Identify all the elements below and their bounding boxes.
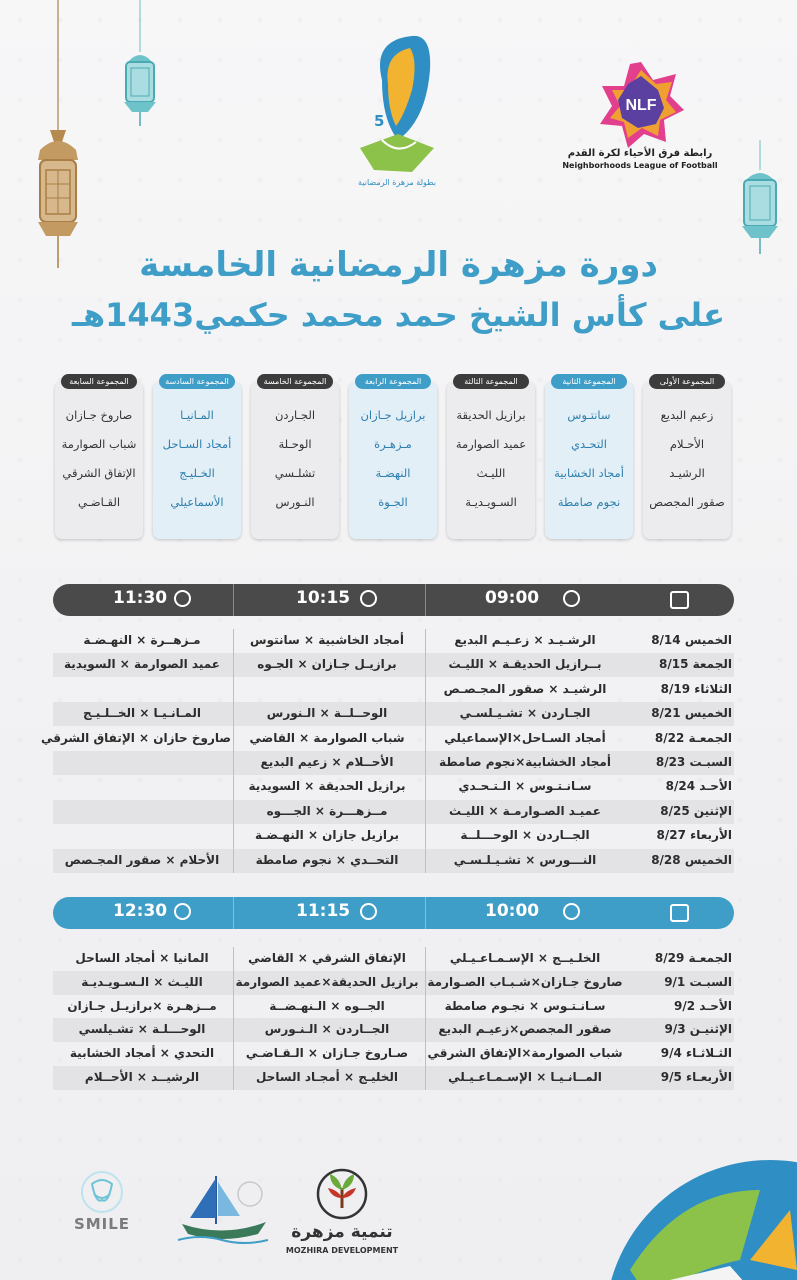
time-slot-1: 09:00 [485,588,540,608]
match-slot-2: شباب الصوارمة × القاضي [249,730,405,745]
group-team: عميد الصوارمة [455,437,527,451]
group-team: القـاضـي [77,495,121,509]
group-team: صقور المجصص [649,495,725,509]
time-slot-2: 11:15 [296,901,351,921]
group-card [55,374,143,539]
match-slot-2: الجــوه × الـنهـضــة [269,998,385,1013]
group-team: برازيل الحديقة [456,408,526,422]
match-slot-3: عميد الصوارمة × السويدية [64,657,220,672]
group-team: الرشيـد [669,466,705,480]
group-card-body [349,382,437,539]
match-slot-3: مـزهــرة × النهـضـة [83,633,201,647]
group-header: المجموعة السادسة [159,374,235,389]
group-team: صاروخ جـازان [65,408,133,422]
group-team: برازيل جـازان [360,408,426,422]
match-slot-1: صاروخ جـازان×شـبـاب الصـوارمة [427,974,623,989]
match-day: الإثنين 8/25 [660,803,732,818]
match-slot-1: الجــاردن × الوحـــلــة [460,828,590,843]
match-slot-3: المانيا × أمجاد الساحل [75,951,209,965]
match-slot-2: برازيل الحديقة×عميد الصوارمة [235,974,419,989]
mozhira-logo [314,1168,370,1220]
stopwatch-icon [563,903,580,920]
match-slot-1: الجـاردن × تشـيـلسـي [459,706,591,721]
stopwatch-icon [174,590,191,607]
match-slot-2: الأحــلام × زعيم البديع [260,755,394,769]
group-card-body [153,382,241,539]
group-team: أمجاد السـاحل [162,437,232,451]
group-team: الإتفاق الشرقي [62,466,136,480]
match-slot-3: التحدي × أمجاد الخشابية [69,1046,215,1061]
tournament-edition: 5 [374,112,385,130]
match-day: الجمعـة 8/22 [654,730,732,745]
match-slot-2: أمجاد الخاشبية × سانتوس [250,633,404,647]
group-team: الليـث [476,466,506,480]
match-slot-2: برازيـل جـازان × الجـوه [257,657,397,672]
schedule-row [53,971,734,995]
lantern-icon [118,0,162,130]
group-card-body [447,382,535,539]
group-team: الجـوة [378,495,408,509]
match-day: الجمعة 8/15 [659,657,732,672]
sponsor-mozhira-en: MOZHIRA DEVELOPMENT [285,1246,399,1255]
match-day: الخميس 8/28 [651,852,732,867]
football-decoration [560,1150,797,1280]
match-slot-1: بــرازيل الحديقـة × الليـث [448,657,602,672]
sponsor-smile: SMILE [73,1215,131,1233]
match-slot-2: الخليـج × أمجـاد الساحل [255,1070,399,1084]
schedule-row [53,653,734,677]
match-slot-1: أمجاد الخشابية×نجوم صامطة [439,755,611,769]
match-day: الأحـد 8/24 [665,779,732,794]
group-header: المجموعة الأولى [649,374,725,389]
match-slot-2: برازيل جازان × النهـضـة [255,828,399,843]
schedule-row [53,995,734,1019]
match-slot-3: الأحلام × صقور المجـصص [64,852,220,867]
match-day: الإثنيـن 9/3 [664,1022,732,1037]
group-team: النهضـة [375,466,411,480]
time-bar-1 [53,584,734,616]
match-slot-2: الوحــلــة × الـنورس [266,706,388,721]
stopwatch-icon [360,590,377,607]
group-card-body [545,382,633,539]
group-team: الجـاردن [274,408,316,422]
stopwatch-icon [174,903,191,920]
schedule-row [53,824,734,848]
group-card [349,374,437,539]
nlf-logo [598,62,684,148]
schedule-row [53,751,734,775]
group-card-body [251,382,339,539]
match-slot-1: الرشيـد × صقور المجـصـص [443,681,607,696]
match-slot-3: الوحـــلـة × تشـيلسي [78,1022,206,1037]
stopwatch-icon [563,590,580,607]
match-slot-1: عميـد الصـوارمـة × الليـث [449,803,601,818]
group-header: المجموعة الخامسة [257,374,333,389]
sponsor-mozhira-ar: تنمية مزهرة [291,1222,393,1242]
bar-divider [425,584,426,616]
group-card-body [55,382,143,539]
match-slot-3: الليـث × الـسـويـديـة [81,974,203,989]
schedule-row [53,775,734,799]
match-slot-1: سـانـتـوس × الـتـحـدي [458,779,592,794]
match-slot-2: صـاروخ جـازان × الـقـاضـي [245,1046,409,1061]
group-team: أمجاد الخشابية [554,466,624,480]
match-slot-3: مــزهـرة ×برازيـل جـازان [67,998,217,1013]
schedule-row [53,947,734,971]
group-team: السـويـديـة [465,495,517,509]
match-slot-2: الجــاردن × الـنـورس [264,1022,390,1037]
match-day: السبـت 9/1 [664,974,732,989]
match-day: السبـت 8/23 [655,755,732,769]
match-day: الأحـد 9/2 [673,998,732,1013]
group-team: زعيم البديع [660,408,714,422]
calendar-icon [670,591,689,609]
group-header: المجموعة السابعة [61,374,137,389]
schedule-row [53,629,734,653]
group-header: المجموعة الثانية [551,374,627,389]
column-divider [233,947,234,1090]
calendar-icon [670,904,689,922]
group-team: الأسماعيلي [170,495,224,509]
group-card-body [643,382,731,539]
match-slot-1: النـــورس × تشـيـلـسـي [453,852,597,867]
tournament-logo [352,30,442,195]
group-header: المجموعة الرابعة [355,374,431,389]
group-team: التحـدي [571,437,607,451]
schedule-row [53,702,734,726]
match-slot-1: سـانـتـوس × نجـوم صامطة [444,998,606,1013]
smile-logo [78,1170,126,1214]
lantern-icon [736,140,784,260]
nlf-caption-ar: رابطة فرق الأحياء لكرة القدم [567,148,713,159]
time-slot-1: 10:00 [485,901,540,921]
time-slot-2: 10:15 [296,588,351,608]
group-team: تشلـسي [274,466,316,480]
match-slot-3: الرشيــد × الأحــلام [84,1070,200,1084]
match-day: الخميس 8/14 [651,633,732,647]
column-divider [425,947,426,1090]
schedule-row [53,1066,734,1090]
boat-logo [176,1168,272,1248]
page-subtitle: على كأس الشيخ حمد محمد حكمي1443هـ [72,296,725,334]
column-divider [233,629,234,873]
match-day: الثلاثاء 8/19 [660,681,732,696]
trophy-icon [352,30,442,180]
match-slot-1: أمجاد السـاحل×الإسماعيلي [444,730,606,745]
time-slot-3: 12:30 [113,901,168,921]
match-slot-2: الإتفاق الشرقي × القاضي [248,951,406,965]
column-divider [425,629,426,873]
nlf-mark: NLF [625,97,657,114]
group-team: الخـليـج [179,466,215,480]
schedule-row [40,727,734,751]
group-team: سانتـوس [567,408,611,422]
page-title: دورة مزهرة الرمضانية الخامسة [139,245,658,285]
match-slot-2: برازيل الحديقة × السويدية [248,779,406,794]
group-team: الوحـلة [278,437,312,451]
schedule-row [53,678,734,702]
group-card [643,374,731,539]
nlf-caption-en: Neighborhoods League of Football [562,161,718,170]
match-slot-3: المـانـيـا × الخــلـيـج [83,706,201,721]
group-team: مـزهـرة [374,437,412,451]
lantern-icon [28,0,88,275]
match-day: الخميس 8/21 [651,706,732,721]
group-card [447,374,535,539]
tournament-script: بطولة مزهرة الرمضانية [358,178,436,187]
schedule-row [53,1042,734,1066]
match-day: الأربعـاء 9/5 [660,1070,732,1084]
schedule-row [53,849,734,873]
match-slot-3: صاروخ حازان × الإتفاق الشرقي [40,730,231,745]
bar-divider [233,584,234,616]
match-slot-2: التحــدي × نجوم صامطة [255,852,399,867]
group-team: النـورس [275,495,315,509]
group-card [545,374,633,539]
match-day: الثـلاثـاء 9/4 [660,1046,732,1061]
group-team: المـانيـا [180,408,214,422]
group-team: نجوم صامطة [557,495,621,509]
match-slot-1: الرشـيـد × زعـيـم البديع [454,633,596,647]
schedule-row [53,800,734,824]
stopwatch-icon [360,903,377,920]
schedule-row [53,1018,734,1042]
group-header: المجموعة الثالثة [453,374,529,389]
time-bar-2 [53,897,734,929]
match-slot-1: صقور المجصص×زعيـم البديع [438,1022,612,1037]
group-team: شباب الصوارمة [61,437,137,451]
match-day: الجمعـة 8/29 [654,951,732,965]
group-card [153,374,241,539]
match-slot-1: المــانـيـا × الإسـمـاعـيـلي [448,1070,602,1084]
group-team: الأحـلام [669,437,705,451]
bar-divider [425,897,426,929]
time-slot-3: 11:30 [113,588,168,608]
match-slot-1: شباب الصوارمة×الإتفاق الشرقي [427,1046,623,1061]
bar-divider [233,897,234,929]
match-slot-1: الخلـيــج × الإسـمـاعـيـلي [449,951,601,965]
match-day: الأربعاء 8/27 [656,828,732,843]
match-slot-2: مــزهـــرة × الجـــوه [266,803,388,818]
group-card [251,374,339,539]
